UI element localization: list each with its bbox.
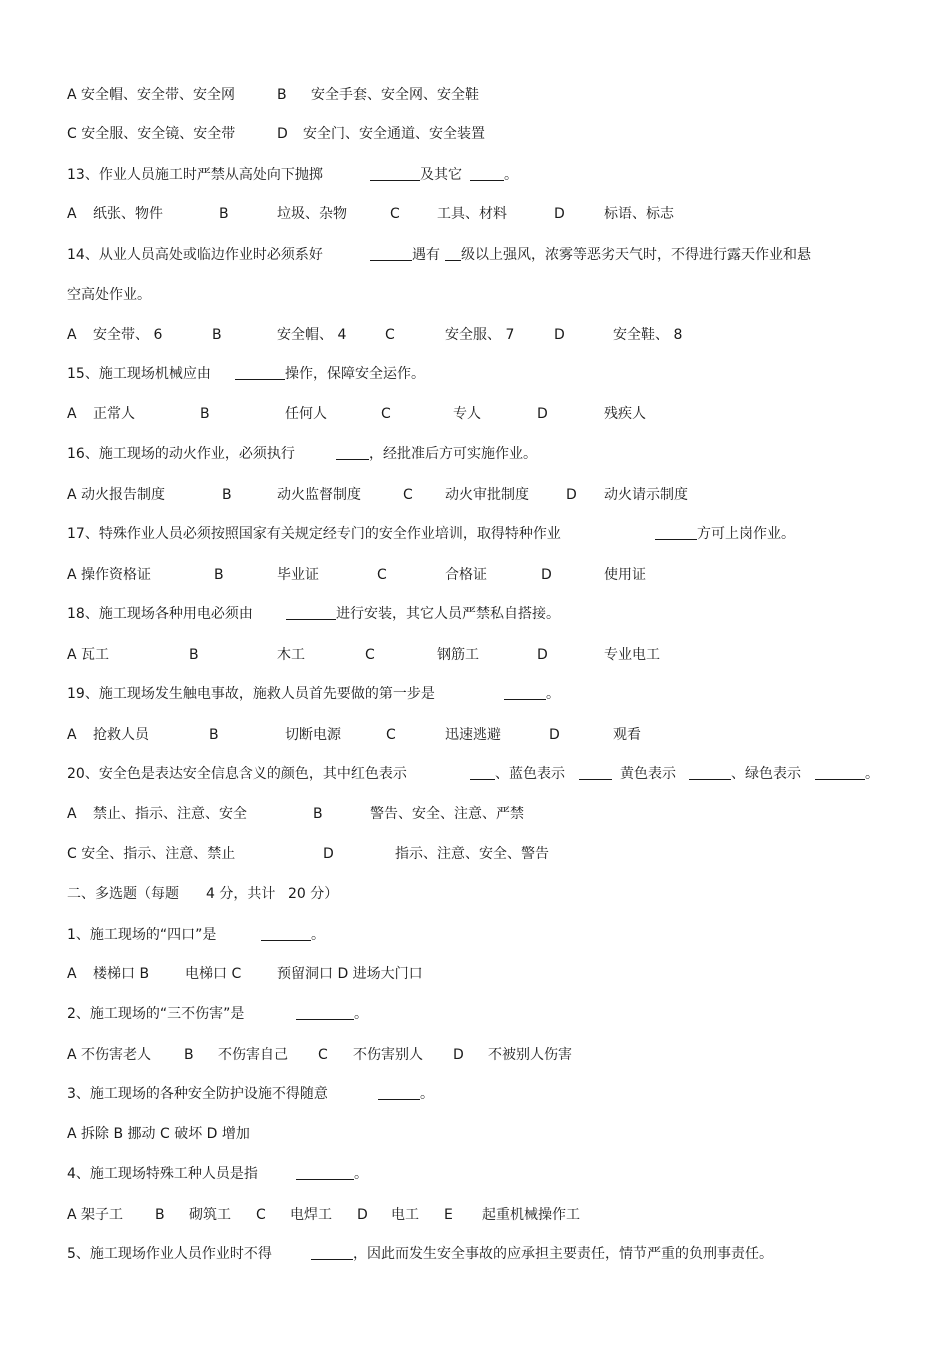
answer-blank [286,604,336,626]
option-text: A 拆除 B 挪动 C 破坏 D 增加 [67,1126,250,1142]
option-text: 迅速逃避 [445,727,501,743]
question-text: 。 [420,1086,434,1102]
option-text: 安全带、 6 [93,327,163,343]
option-letter: C [386,727,396,743]
option-text: 动火监督制度 [277,487,361,503]
question-text: 4、施工现场特殊工种人员是指 [67,1166,258,1182]
answer-blank [370,245,412,267]
option-text: 正常人 [93,406,135,422]
question-text: 20、安全色是表达安全信息含义的颜色，其中红色表示 [67,766,407,782]
option-letter: D [323,846,334,862]
question-text: 13、作业人员施工时严禁从高处向下抛掷 [67,167,323,183]
option-text: 任何人 [285,406,327,422]
option-text: 禁止、指示、注意、安全 [93,806,247,822]
option-letter: A [67,727,77,743]
option-text: 不被别人伤害 [488,1047,572,1063]
question-text: 18、施工现场各种用电必须由 [67,606,253,622]
option-text: 预留洞口 D 进场大门口 [277,966,423,982]
option-text: 动火请示制度 [604,487,688,503]
option-letter: D [554,327,565,343]
option-text: 指示、注意、安全、警告 [395,846,549,862]
question-text: 5、施工现场作业人员作业时不得 [67,1246,272,1262]
section-title: 4 分，共计 [206,886,276,902]
option-text: 动火审批制度 [445,487,529,503]
question-text: 。 [354,1166,368,1182]
question-text: 16、施工现场的动火作业，必须执行 [67,446,295,462]
answer-blank [311,1244,353,1266]
option-text: 钢筋工 [437,647,479,663]
answer-blank [815,764,865,786]
section-title: 20 分） [288,886,339,902]
option-text: 电焊工 [290,1207,332,1223]
question-text: 进行安装，其它人员严禁私自搭接。 [336,606,560,622]
option-text: 安全门、安全通道、安全装置 [303,126,485,142]
question-text: 空高处作业。 [67,287,151,303]
option-text: 不伤害别人 [353,1047,423,1063]
option-text: 安全鞋、 8 [613,327,683,343]
option-letter: B [277,87,287,103]
option-letter: A [67,966,77,982]
option-text: 毕业证 [277,567,319,583]
option-letter: A [67,806,77,822]
question-text: 操作，保障安全运作。 [285,366,425,382]
answer-blank [296,1004,354,1026]
answer-blank [504,684,546,706]
option-letter: B [212,327,222,343]
section-title: 二、多选题（每题 [67,886,179,902]
option-text: A 操作资格证 [67,567,152,583]
question-text: 3、施工现场的各种安全防护设施不得随意 [67,1086,328,1102]
option-text: 安全手套、安全网、安全鞋 [311,87,479,103]
option-letter: B [189,647,199,663]
question-text: 黄色表示 [620,766,676,782]
question-text: 19、施工现场发生触电事故，施救人员首先要做的第一步是 [67,686,435,702]
option-text: 安全服、 7 [445,327,515,343]
option-letter: D [566,487,577,503]
option-letter: C [377,567,387,583]
question-text: 2、施工现场的“三不伤害”是 [67,1006,245,1022]
question-text: 15、施工现场机械应由 [67,366,211,382]
option-letter: B [222,487,232,503]
option-text: 纸张、物件 [93,206,163,222]
option-letter: B [313,806,323,822]
answer-blank [370,165,420,187]
question-text: 及其它 [420,167,462,183]
answer-blank [336,444,369,466]
option-letter: B [184,1047,194,1063]
option-text: 专业电工 [604,647,660,663]
option-a: A 安全帽、安全带、安全网 [67,87,236,103]
option-letter: D [537,406,548,422]
question-text: 。 [865,766,879,782]
question-text: 17、特殊作业人员必须按照国家有关规定经专门的安全作业培训，取得特种作业 [67,526,561,542]
question-text: 1、施工现场的“四口”是 [67,927,217,943]
answer-blank [579,764,612,786]
option-letter: C [318,1047,328,1063]
question-text: 。 [504,167,518,183]
option-text: 抢救人员 [93,727,149,743]
option-text: 木工 [277,647,305,663]
question-text: 14、从业人员高处或临边作业时必须系好 [67,247,323,263]
option-letter: C [365,647,375,663]
option-text: 专人 [453,406,481,422]
option-letter: C [403,487,413,503]
option-letter: C [381,406,391,422]
option-text: 电工 [391,1207,419,1223]
option-letter: A [67,406,77,422]
option-text: 垃圾、杂物 [277,206,347,222]
option-text: 警告、安全、注意、严禁 [370,806,524,822]
option-letter: B [155,1207,165,1223]
option-text: 使用证 [604,567,646,583]
option-letter: E [444,1207,453,1223]
answer-blank [689,764,731,786]
option-text: 起重机械操作工 [482,1207,580,1223]
answer-blank [470,165,504,187]
option-letter: C [256,1207,266,1223]
question-text: ，经批准后方可实施作业。 [369,446,537,462]
option-text: 电梯口 C [185,966,242,982]
option-text: 安全帽、 4 [277,327,347,343]
answer-blank [378,1084,420,1106]
option-text: 残疾人 [604,406,646,422]
question-text: 级以上强风，浓雾等恶劣天气时，不得进行露天作业和悬 [461,247,811,263]
option-text: 观看 [613,727,641,743]
answer-blank [470,764,495,786]
option-letter: B [200,406,210,422]
option-letter: B [219,206,229,222]
question-text: 。 [311,927,325,943]
option-text: 合格证 [445,567,487,583]
option-text: 工具、材料 [437,206,507,222]
option-text: C 安全、指示、注意、禁止 [67,846,236,862]
option-text: 楼梯口 B [93,966,150,982]
option-text: 切断电源 [285,727,341,743]
option-letter: D [541,567,552,583]
question-text: 遇有 [412,247,440,263]
option-text: 标语、标志 [604,206,674,222]
answer-blank [655,524,697,546]
question-text: 方可上岗作业。 [697,526,795,542]
option-text: A 瓦工 [67,647,110,663]
option-letter: D [549,727,560,743]
answer-blank [261,925,311,947]
option-letter: C [390,206,400,222]
question-text: 、蓝色表示 [495,766,565,782]
option-text: A 架子工 [67,1207,124,1223]
option-letter: A [67,206,77,222]
option-letter: C [385,327,395,343]
option-letter: D [554,206,565,222]
option-letter: B [214,567,224,583]
option-letter: A [67,327,77,343]
option-c: C 安全服、安全镜、安全带 [67,126,236,142]
option-text: 不伤害自己 [218,1047,288,1063]
option-letter: D [277,126,288,142]
answer-blank [445,245,461,267]
question-text: 。 [546,686,560,702]
answer-blank [235,364,285,386]
option-letter: D [537,647,548,663]
question-text: 。 [354,1006,368,1022]
option-letter: B [209,727,219,743]
option-text: 砌筑工 [189,1207,231,1223]
question-text: ，因此而发生安全事故的应承担主要责任，情节严重的负刑事责任。 [353,1246,773,1262]
option-text: A 不伤害老人 [67,1047,152,1063]
question-text: 、绿色表示 [731,766,801,782]
option-letter: D [357,1207,368,1223]
option-text: A 动火报告制度 [67,487,166,503]
option-letter: D [453,1047,464,1063]
answer-blank [296,1164,354,1186]
